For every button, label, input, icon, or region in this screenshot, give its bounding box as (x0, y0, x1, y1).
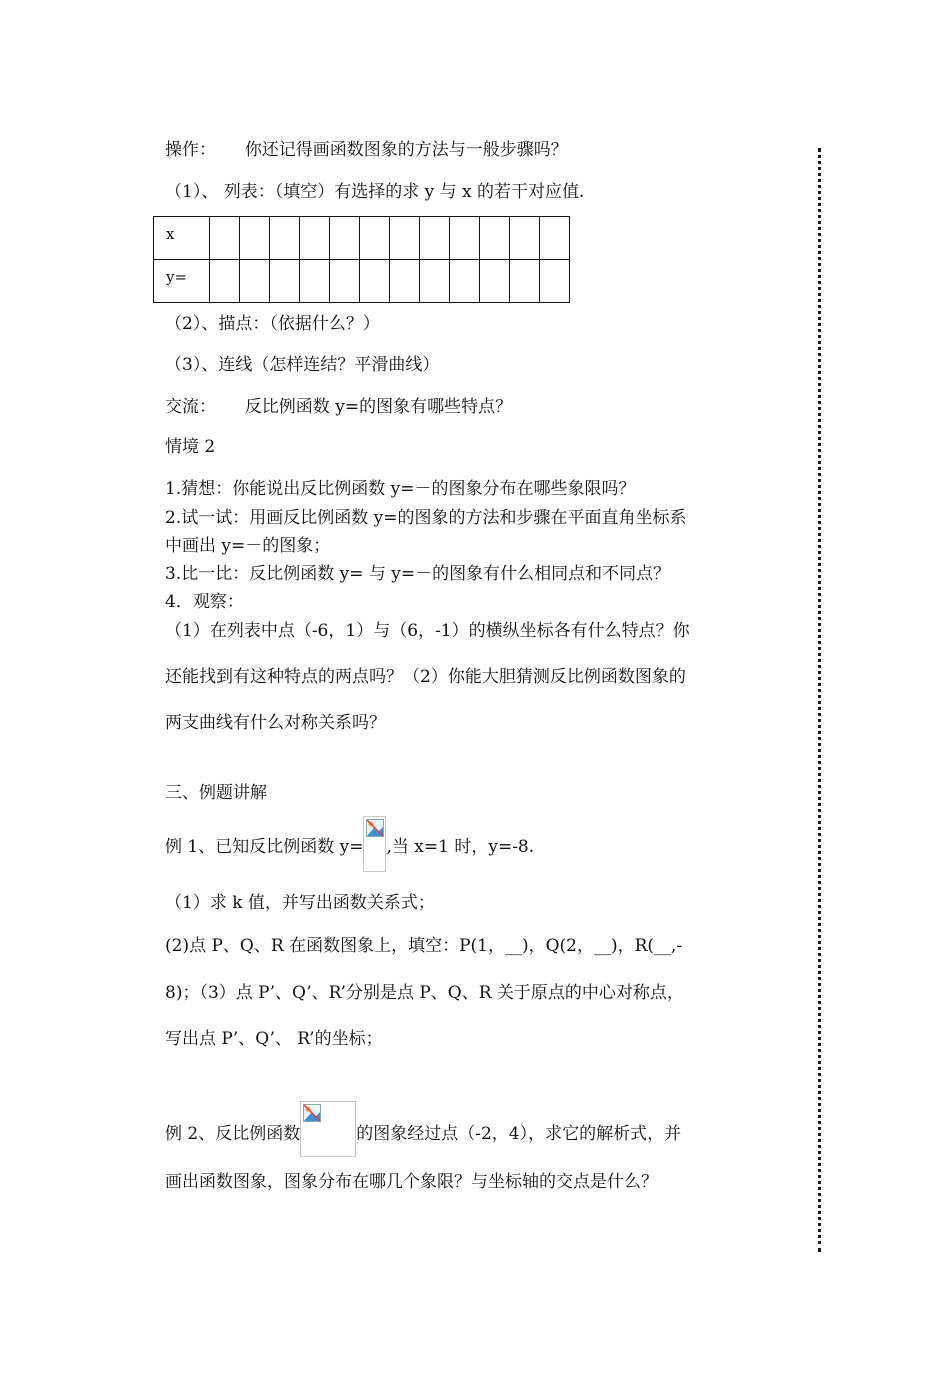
table-cell (330, 260, 360, 303)
example2-line2: 画出函数图象，图象分布在哪几个象限？与坐标轴的交点是什么？ (165, 1172, 658, 1192)
table-cell (240, 260, 270, 303)
table-cell (390, 260, 420, 303)
example1-line (165, 836, 534, 872)
table-header-x: x (154, 217, 210, 260)
table-cell (210, 260, 240, 303)
scenario2-title: 情境 2 (165, 437, 216, 457)
operation-label: 操作： (165, 140, 216, 160)
exchange-question: 反比例函数 y=的图象有哪些特点？ (244, 397, 513, 417)
step2-plot-points: （2）、描点：（依据什么？） (165, 314, 380, 334)
table-cell (510, 260, 540, 303)
operation-line (165, 139, 568, 161)
operation-question: 你还记得画函数图象的方法与一般步骤吗？ (244, 140, 568, 160)
broken-image-icon (363, 816, 386, 872)
value-table (153, 216, 570, 303)
item-observe: 4．观察： (165, 592, 244, 612)
item-try-line1: 2.试一试：用画反比例函数 y=的图象的方法和步骤在平面直角坐标系 (165, 508, 687, 528)
section3-title: 三、例题讲解 (165, 783, 267, 803)
example2-prefix: 例 2、反比例函数 (165, 1124, 301, 1144)
table-cell (270, 260, 300, 303)
example2-line1 (165, 1123, 681, 1157)
observation-line2: 还能找到有这种特点的两点吗？（2）你能大胆猜测反比例函数图象的 (165, 667, 686, 687)
table-row-x (154, 217, 570, 260)
item-guess: 1.猜想：你能说出反比例函数 y=－的图象分布在哪些象限吗？ (165, 479, 636, 499)
table-cell (270, 217, 300, 260)
table-cell (510, 217, 540, 260)
example1-part2-line1: (2)点 P、Q、R 在函数图象上，填空：P(1，__)，Q(2，__)，R(__,- (165, 936, 683, 956)
table-cell (360, 217, 390, 260)
table-cell (450, 260, 480, 303)
observation-line3: 两支曲线有什么对称关系吗？ (165, 713, 386, 733)
exchange-label: 交流： (165, 397, 216, 417)
example1-part2-line2: 8)；（3）点 P’、Q’、R’分别是点 P、Q、R 关于原点的中心对称点， (165, 983, 684, 1003)
table-cell (480, 217, 510, 260)
broken-image-icon (300, 1101, 356, 1157)
table-cell (210, 217, 240, 260)
table-header-y: y= (154, 260, 210, 303)
table-cell (240, 217, 270, 260)
step3-connect: （3）、连线（怎样连结？平滑曲线） (165, 355, 440, 375)
step1-list-table: （1）、 列表：（填空）有选择的求 y 与 x 的若干对应值. (165, 182, 585, 202)
table-cell (330, 217, 360, 260)
exchange-line (165, 396, 512, 418)
table-cell (390, 217, 420, 260)
table-cell (540, 260, 570, 303)
example1-prefix: 例 1、已知反比例函数 y= (165, 837, 364, 857)
table-row-y (154, 260, 570, 303)
example1-part1: （1）求 k 值，并写出函数关系式； (165, 893, 435, 913)
table-cell (420, 260, 450, 303)
item-try-line2: 中画出 y=－的图象； (165, 536, 331, 556)
example1-suffix: ,当 x=1 时，y=-8. (386, 837, 535, 857)
example1-part2-line3: 写出点 P’、Q’、 R’的坐标； (165, 1029, 383, 1049)
table-cell (300, 260, 330, 303)
table-cell (480, 260, 510, 303)
table-cell (450, 217, 480, 260)
item-compare: 3.比一比：反比例函数 y= 与 y=－的图象有什么相同点和不同点？ (165, 564, 671, 584)
table-cell (300, 217, 330, 260)
table-cell (360, 260, 390, 303)
example2-suffix: 的图象经过点（-2，4），求它的解析式，并 (356, 1124, 682, 1144)
observation-line1: （1）在列表中点（-6，1）与（6，-1）的横纵坐标各有什么特点？你 (165, 621, 690, 641)
table-cell (540, 217, 570, 260)
table-cell (420, 217, 450, 260)
dotted-margin-rule (818, 148, 821, 1252)
